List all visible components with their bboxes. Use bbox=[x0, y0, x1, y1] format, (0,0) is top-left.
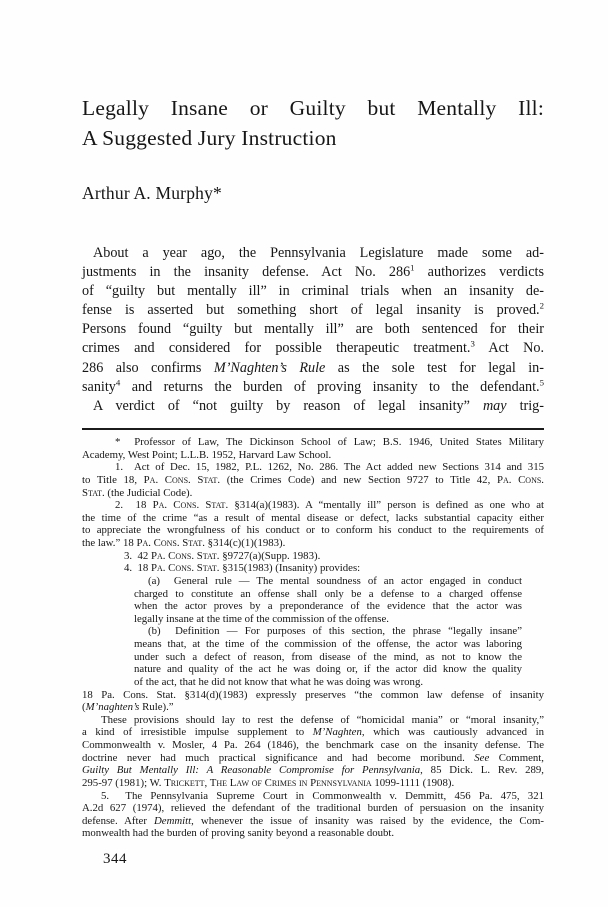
article-title-line-1: Legally Insane or Guilty but Mentally Ill: bbox=[82, 96, 544, 120]
footnote-line: (M’naghten’s Rule).” bbox=[82, 701, 174, 714]
body-line: Persons found “guilty but mentally ill” are both sentenced for their bbox=[82, 321, 544, 338]
footnote-line: Stat. (the Judicial Code). bbox=[82, 486, 193, 499]
footnote-line: of the act, that he did not know that what he was doing was wrong. bbox=[134, 675, 424, 688]
footnote-line: the law.” 18 Pa. Cons. Stat. §314(c)(1)(1983). bbox=[82, 537, 286, 549]
body-line: crimes and considered for possible therapeutic treatment.$^3$ Act No. bbox=[82, 338, 544, 357]
body-line: 286 also confirms M’Naghten’s Rule as the sole test for legal in- bbox=[82, 359, 544, 376]
footnote-line: to appreciate the wrongfulness of his conduct or to conform his conduct to the requirements of bbox=[82, 524, 544, 537]
footnote-line: defense. After Demmitt, whenever the issue of insanity was raised by the evidence, the Com- bbox=[82, 814, 544, 827]
footnote-line: Academy, West Point; L.L.B. 1952, Harvard Law School. bbox=[82, 448, 332, 461]
body-line: fense is asserted but something short of legal insanity is proved.$^2$ bbox=[82, 300, 544, 319]
body-line: of “guilty but mentally ill” in criminal trials when an insanity de- bbox=[82, 283, 544, 300]
footnote-line: when the actor proves by a preponderance of the evidence that the actor was bbox=[134, 600, 522, 613]
footnote-line: Guilty But Mentally Ill: A Reasonable Compromise for Pennsylvania, 85 Dick. L. Rev. 289, bbox=[82, 764, 544, 777]
footnote-line: under such a defect of reason, from disease of the mind, as not to know the bbox=[134, 650, 522, 663]
footnote-line: (b) Definition — For purposes of this section, the phrase “legally insane” bbox=[148, 625, 522, 638]
footnote-line: means that, at the time of the commission of the offense, the actor was laboring bbox=[134, 638, 522, 650]
footnote-line: 2. 18 Pa. Cons. Stat. §314(a)(1983). A “mentally ill” person is defined as one who at bbox=[115, 499, 544, 512]
footnote-line: the time of the crime “as a result of mental disease or defect, lacks substantial capacity either bbox=[82, 511, 544, 524]
body-line: sanity$^4$ and returns the burden of proving insanity to the defendant.$^5$ bbox=[82, 376, 544, 395]
article-title-line-2: A Suggested Jury Instruction bbox=[82, 126, 337, 150]
footnote-line: 18 Pa. Cons. Stat. §314(d)(1983) expressly preserves “the common law defense of insanity bbox=[82, 688, 544, 701]
footnote-line: 4. 18 Pa. Cons. Stat. §315(1983) (Insanity) provides: bbox=[124, 562, 361, 575]
footnote-line: 1. Act of Dec. 15, 1982, P.L. 1262, No. 286. The Act added new Sections 314 and 315 bbox=[115, 461, 544, 474]
article-title bbox=[82, 93, 544, 153]
footnote-line: A.2d 627 (1974), relieved the defendant of the traditional burden of persuasion on the insanity bbox=[82, 802, 544, 815]
author-block bbox=[82, 183, 544, 204]
footnote-line: legally insane at the time of the commission of the offense. bbox=[134, 612, 389, 625]
footnote-line: * Professor of Law, The Dickinson School of Law; B.S. 1946, United States Military bbox=[115, 436, 544, 448]
footnote-line: These provisions should lay to rest the defense of “homicidal mania” or “moral insanity,” bbox=[101, 713, 544, 726]
body-line: About a year ago, the Pennsylvania Legislature made some ad- bbox=[93, 245, 544, 261]
footnote-line: monwealth had the burden of proving sanity beyond a reasonable doubt. bbox=[82, 827, 395, 840]
page-number: 344 bbox=[103, 851, 127, 867]
footnote-line: nature and quality of the act he was doing or, if the actor did know the quality bbox=[134, 663, 522, 676]
body-line: justments in the insanity defense. Act No. $286^1$ authorizes verdicts bbox=[82, 262, 545, 281]
footnote-line: 5. The Pennsylvania Supreme Court in Commonwealth v. Demmitt, 456 Pa. 475, 321 bbox=[101, 789, 544, 802]
body-line: A verdict of “not guilty by reason of legal insanity” may trig- bbox=[93, 397, 544, 414]
footnote-line: 3. 42 Pa. Cons. Stat. §9727(a)(Supp. 1983). bbox=[124, 549, 321, 562]
footnotes bbox=[82, 436, 544, 840]
footnote-separator-rule bbox=[82, 428, 544, 430]
footnote-line: doctrine never had much practical significance and had become moribund. See Comment, bbox=[82, 751, 544, 764]
footnote-line: (a) General rule — The mental soundness of an actor engaged in conduct bbox=[148, 574, 522, 587]
footnote-line: a kind of irresistible impulse supplement to M’Naghten, which was cautiously advanced in bbox=[82, 726, 544, 739]
footnote-line: 295-97 (1981); W. Trickett, The Law of Crimes in Pennsylvania 1099-1111 (1908). bbox=[82, 776, 455, 789]
footnote-line: Commonwealth v. Mosler, 4 Pa. 264 (1846), the benchmark case on the insanity defense. The bbox=[82, 739, 544, 751]
footnote-line: charged to constitute an offense shall only be a defense to a charged offense bbox=[134, 587, 522, 600]
article-body bbox=[82, 244, 544, 416]
author-name: Arthur A. Murphy* bbox=[82, 183, 222, 203]
footnote-line: to Title 18, Pa. Cons. Stat. (the Crimes Code) and new Section 9727 to Title 42, Pa. Cons. bbox=[82, 473, 544, 486]
